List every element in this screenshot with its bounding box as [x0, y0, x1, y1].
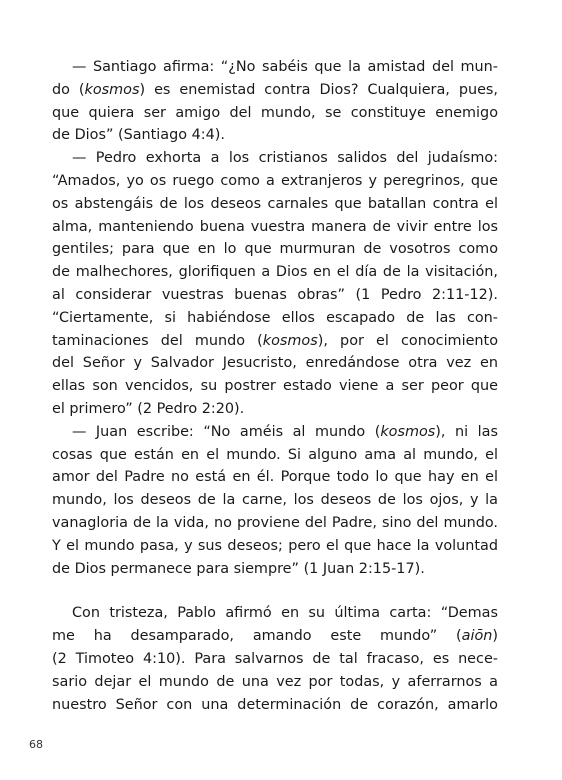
paragraph-gap	[52, 580, 498, 602]
text-line: al considerar vuestras buenas obras” (1 Pedro 2:11-12).	[52, 286, 498, 303]
text-line: de Dios” (Santiago 4:4).	[52, 127, 225, 144]
text-line: el primero” (2 Pedro 2:20).	[52, 400, 245, 417]
greek-term: kosmos	[262, 332, 318, 349]
text-line: ellas son vencidos, su postrer estado viene a ser peor que	[52, 378, 498, 395]
text-line: — Santiago afirma: “¿No sabéis que la amistad del mun-	[72, 59, 498, 75]
text-line: de Dios permanece para siempre” (1 Juan 2:15-17).	[52, 560, 425, 577]
text-line: (2 Timoteo 4:10). Para salvarnos de tal fracaso, es nece-	[52, 650, 498, 667]
text-line: cosas que están en el mundo. Si alguno ama al mundo, el	[52, 446, 498, 463]
text-line: os abstengáis de los deseos carnales que batallan contra el	[52, 195, 498, 212]
text-line: me ha desamparado, amando este mundo” (aiōn)	[52, 628, 498, 645]
paragraph-pedro	[52, 147, 498, 421]
text-line: mundo, los deseos de la carne, los deseos de los ojos, y la	[52, 492, 498, 509]
paragraph-santiago	[52, 56, 498, 147]
text-line: sario dejar el mundo de una vez por todas, y aferrarnos a	[52, 673, 498, 690]
page-number: 68	[29, 738, 43, 751]
text-line: — Juan escribe: “No améis al mundo (kosmos), ni las	[72, 423, 498, 440]
text-line: “Amados, yo os ruego como a extranjeros y peregrinos, que	[52, 172, 498, 189]
text-line: del Señor y Salvador Jesucristo, enredándose otra vez en	[52, 355, 498, 372]
paragraph-pablo	[52, 602, 498, 716]
paragraph-juan	[52, 421, 498, 581]
greek-term: kosmos	[380, 423, 436, 440]
text-line: alma, manteniendo buena vuestra manera de vivir entre los	[52, 218, 498, 235]
text-line: “Ciertamente, si habiéndose ellos escapado de las con-	[52, 309, 498, 326]
text-line: taminaciones del mundo (kosmos), por el conocimiento	[52, 332, 498, 349]
text-line: gentiles; para que en lo que murmuran de vosotros como	[52, 241, 498, 258]
text-line: vanagloria de la vida, no proviene del Padre, sino del mundo.	[52, 514, 498, 531]
text-line: que quiera ser amigo del mundo, se constituye enemigo	[52, 104, 498, 121]
text-line: Con tristeza, Pablo afirmó en su última carta: “Demas	[72, 605, 498, 622]
text-line: de malhechores, glorifiquen a Dios en el día de la visitación,	[52, 264, 498, 281]
text-line: — Pedro exhorta a los cristianos salidos del judaísmo:	[72, 150, 498, 167]
page-body	[52, 56, 498, 716]
text-line: do (kosmos) es enemistad contra Dios? Cualquiera, pues,	[52, 81, 498, 98]
greek-term: aiōn	[461, 628, 493, 645]
text-line: amor del Padre no está en él. Porque todo lo que hay en el	[52, 469, 498, 486]
text-line: Y el mundo pasa, y sus deseos; pero el que hace la voluntad	[52, 537, 498, 554]
greek-term: kosmos	[84, 81, 140, 98]
text-line: nuestro Señor con una determinación de corazón, amarlo	[52, 696, 498, 713]
